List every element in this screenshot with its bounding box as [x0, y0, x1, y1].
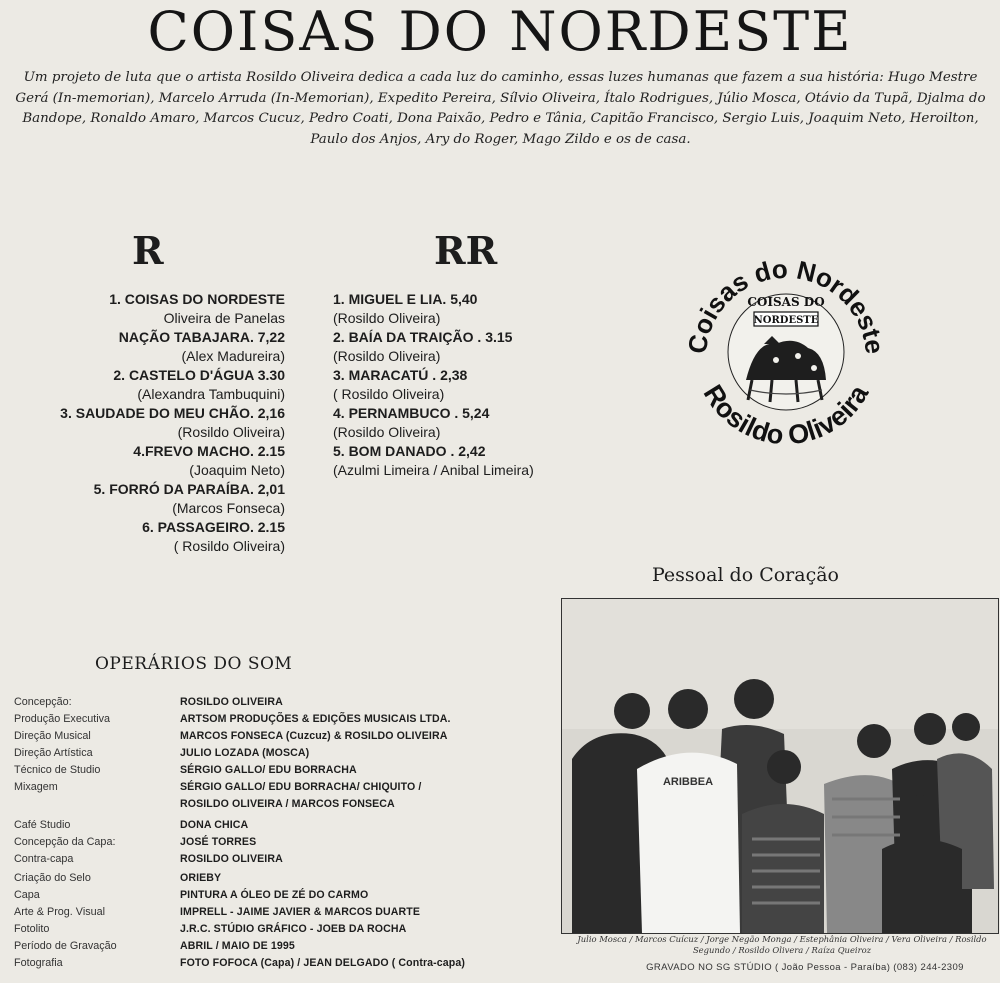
studio-info: GRAVADO NO SG STÚDIO ( João Pessoa - Paraíba) (083) 244-2309 — [646, 962, 964, 973]
credit-row — [14, 836, 574, 853]
credit-value: JULIO LOZADA (MOSCA) — [180, 747, 310, 759]
credit-row — [14, 853, 574, 870]
credit-value: J.R.C. STÚDIO GRÁFICO - JOEB DA ROCHA — [180, 923, 407, 935]
track-composer: (Rosildo Oliveira) — [177, 424, 285, 440]
photo-names-line: Julio Mosca / Marcos Cuícuz / Jorge Negão Monga / Estephânia Oliveira / Vera Oliveira / Rosildo — [577, 934, 987, 944]
credit-value: IMPRELL - JAIME JAVIER & MARCOS DUARTE — [180, 906, 421, 918]
track-title: 1. COISAS DO NORDESTE — [109, 291, 285, 307]
track-composer: ( Rosildo Oliveira) — [333, 386, 445, 402]
credit-role: Direção Artística — [14, 747, 93, 759]
track-item — [0, 518, 285, 556]
credit-row — [14, 798, 574, 815]
track-composer: ( Rosildo Oliveira) — [173, 538, 285, 554]
track-item — [0, 328, 285, 366]
photo-caption-names — [562, 934, 1000, 956]
track-title: 5. FORRÓ DA PARAÍBA. 2,01 — [93, 481, 285, 497]
seal-inner-top-text: COISAS DO — [747, 295, 825, 309]
credit-row — [14, 781, 574, 798]
photo-heading: Pessoal do Coração — [652, 564, 839, 586]
track-title: 2. BAÍA DA TRAIÇÃO . 3.15 — [333, 329, 513, 345]
credit-row — [14, 747, 574, 764]
credit-role: Concepção da Capa: — [14, 836, 116, 848]
seal-ring-top-text: Coisas do Nordeste — [681, 253, 891, 356]
credit-role: Fotografia — [14, 957, 63, 969]
credit-row — [14, 872, 574, 889]
credit-value: ABRIL / MAIO DE 1995 — [180, 940, 295, 952]
track-composer: Oliveira de Panelas — [163, 310, 285, 326]
credit-row — [14, 696, 574, 713]
credit-value: ROSILDO OLIVEIRA — [180, 696, 283, 708]
seal-banner-text: NORDESTE — [753, 315, 819, 326]
credit-row — [14, 819, 574, 836]
track-composer: (Joaquim Neto) — [189, 462, 285, 478]
credit-role: Café Studio — [14, 819, 71, 831]
credit-value: SÉRGIO GALLO/ EDU BORRACHA — [180, 764, 357, 776]
track-item — [0, 290, 285, 328]
side-a-label: R — [132, 228, 164, 273]
track-title: 6. PASSAGEIRO. 2.15 — [142, 519, 285, 535]
track-title: 4. PERNAMBUCO . 5,24 — [333, 405, 490, 421]
credit-value: SÉRGIO GALLO/ EDU BORRACHA/ CHIQUITO / — [180, 781, 422, 793]
credit-value: ARTSOM PRODUÇÕES & EDIÇÕES MUSICAIS LTDA. — [180, 713, 451, 725]
credit-value: ROSILDO OLIVEIRA / MARCOS FONSECA — [180, 798, 395, 810]
track-title: 1. MIGUEL E LIA. 5,40 — [333, 291, 478, 307]
track-composer: (Rosildo Oliveira) — [333, 424, 441, 440]
track-composer: (Rosildo Oliveira) — [333, 348, 441, 364]
credit-row — [14, 923, 574, 940]
credit-value: MARCOS FONSECA (Cuzcuz) & ROSILDO OLIVEIRA — [180, 730, 448, 742]
credit-row — [14, 957, 574, 974]
dedication-text: Um projeto de luta que o artista Rosildo Oliveira dedica a cada luz do caminho, essas luzes humanas que fazem a sua história: Hugo Mestre Gerá (In-memorian), Marcelo Arruda (In-Memorian), Expedito Pereira, Sílvio Oliveira, Ítalo Rodrigues, Júlio Mosca, Otávio da Tupã, Djalma do Bandope, Ronaldo Amaro, Marcos Cucuz, Pedro Coati, Dona Paixão, Pedro e Tânia, Capitão Francisco, Sergio Luis, Joaquim Neto, Heroilton, Paulo dos Anjos, Ary do Roger, Mago Zildo e os de casa. — [15, 70, 986, 147]
track-composer: (Alexandra Tambuquini) — [137, 386, 285, 402]
credit-role: Técnico de Studio — [14, 764, 101, 776]
album-seal-logo — [676, 240, 896, 450]
credit-role: Capa — [14, 889, 40, 901]
track-title: 3. SAUDADE DO MEU CHÃO. 2,16 — [60, 405, 285, 421]
track-composer: (Rosildo Oliveira) — [333, 310, 441, 326]
track-item — [333, 404, 593, 442]
credit-row — [14, 906, 574, 923]
credit-row — [14, 889, 574, 906]
track-title: 5. BOM DANADO . 2,42 — [333, 443, 486, 459]
credit-row — [14, 713, 574, 730]
credit-value: PINTURA A ÓLEO DE ZÉ DO CARMO — [180, 889, 369, 901]
credits-heading: OPERÁRIOS DO SOM — [95, 654, 293, 674]
track-title: 4.FREVO MACHO. 2.15 — [133, 443, 285, 459]
track-item — [0, 366, 285, 404]
credit-value: ORIEBY — [180, 872, 222, 884]
track-composer: (Azulmi Limeira / Anibal Limeira) — [333, 462, 534, 478]
credit-row — [14, 764, 574, 781]
track-item — [333, 290, 593, 328]
seal-ring-bottom-text: Rosildo Oliveira — [697, 379, 875, 450]
track-item — [333, 328, 593, 366]
track-item — [0, 442, 285, 480]
credit-role: Fotolito — [14, 923, 50, 935]
credit-role: Concepção: — [14, 696, 72, 708]
side-b-label: RR — [434, 228, 498, 273]
track-item — [333, 366, 593, 404]
photo-names-line: Segundo / Rosildo Olivera / Raíza Queiroz — [692, 945, 872, 955]
credit-value: DONA CHICA — [180, 819, 249, 831]
track-item — [0, 480, 285, 518]
track-title: 2. CASTELO D'ÁGUA 3.30 — [113, 367, 285, 383]
shirt-text: ARIBBEA — [662, 776, 714, 788]
credit-row — [14, 940, 574, 957]
side-b-tracklist — [333, 290, 593, 480]
credit-row — [14, 730, 574, 747]
track-title: NAÇÃO TABAJARA. 7,22 — [118, 329, 285, 345]
credit-role: Direção Musical — [14, 730, 91, 742]
track-title: 3. MARACATÚ . 2,38 — [333, 367, 468, 383]
side-a-tracklist — [0, 290, 285, 556]
credit-role: Período de Gravação — [14, 940, 117, 952]
credit-value: JOSÉ TORRES — [180, 836, 257, 848]
track-item — [333, 442, 593, 480]
track-composer: (Marcos Fonseca) — [172, 500, 285, 516]
credit-role: Produção Executiva — [14, 713, 111, 725]
credit-role: Criação do Selo — [14, 872, 91, 884]
group-photo-image — [562, 599, 998, 933]
track-item — [0, 404, 285, 442]
credit-role: Mixagem — [14, 781, 58, 793]
track-composer: (Alex Madureira) — [181, 348, 285, 364]
group-photo — [561, 598, 999, 934]
credit-role: Contra-capa — [14, 853, 74, 865]
credit-value: FOTO FOFOCA (Capa) / JEAN DELGADO ( Contra-capa) — [180, 957, 465, 969]
album-title: COISAS DO NORDESTE — [147, 0, 853, 63]
credit-value: ROSILDO OLIVEIRA — [180, 853, 283, 865]
credit-role: Arte & Prog. Visual — [14, 906, 106, 918]
